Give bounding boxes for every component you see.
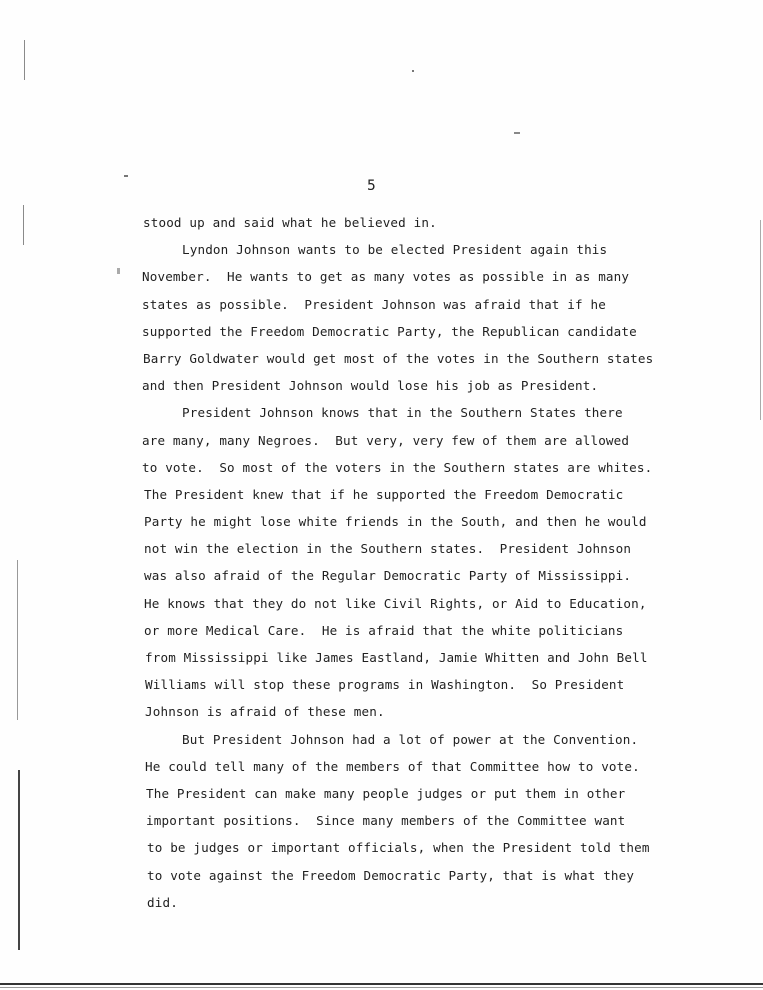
text-line: was also afraid of the Regular Democratic Party of Mississippi.: [144, 568, 632, 584]
text-line: did.: [147, 894, 178, 910]
scan-bottom-rule-thin: [0, 987, 763, 988]
scan-dot-left: [124, 175, 128, 177]
text-line-paragraph-start: President Johnson knows that in the Southern States there: [182, 405, 623, 421]
text-line: supported the Freedom Democratic Party, the Republican candidate: [142, 323, 637, 339]
scan-mark-left-bottom: [18, 770, 20, 950]
text-line: states as possible. President Johnson was afraid that if he: [142, 296, 606, 312]
text-line: November. He wants to get as many votes as possible in as many: [142, 269, 630, 285]
text-line: He knows that they do not like Civil Rights, or Aid to Education,: [144, 595, 647, 611]
scan-mark-right: [760, 220, 761, 420]
scan-mark-left-top: [24, 40, 25, 80]
scan-dot-left-2: [117, 268, 120, 274]
text-line: or more Medical Care. He is afraid that the white politicians: [144, 622, 624, 638]
text-line: to vote against the Freedom Democratic Party, that is what they: [147, 867, 635, 883]
text-line: not win the election in the Southern states. President Johnson: [144, 541, 632, 557]
scan-dot-top-right: [514, 132, 520, 134]
text-line: important positions. Since many members of the Committee want: [146, 813, 626, 829]
scan-mark-left-low: [17, 560, 18, 720]
text-line-paragraph-start: But President Johnson had a lot of power at the Convention.: [182, 731, 639, 747]
text-line: The President knew that if he supported the Freedom Democratic: [144, 486, 624, 502]
text-line: to vote. So most of the voters in the Southern states are whites.: [142, 459, 653, 475]
text-line: Party he might lose white friends in the South, and then he would: [144, 514, 647, 530]
text-line-paragraph-start: Lyndon Johnson wants to be elected President again this: [182, 242, 608, 258]
text-line: He could tell many of the members of that Committee how to vote.: [145, 758, 640, 774]
scan-dot-top: [412, 70, 414, 72]
scan-mark-left-mid: [23, 205, 24, 245]
text-line: to be judges or important officials, when the President told them: [147, 840, 650, 856]
text-line: stood up and said what he believed in.: [143, 215, 437, 230]
text-line: Barry Goldwater would get most of the votes in the Southern states: [143, 350, 654, 366]
scan-bottom-rule: [0, 983, 763, 985]
text-line: are many, many Negroes. But very, very few of them are allowed: [142, 432, 630, 448]
body-text: [142, 209, 702, 916]
text-line: Williams will stop these programs in Washington. So President: [145, 677, 625, 693]
text-line: and then President Johnson would lose his job as President.: [142, 378, 599, 394]
text-line: Johnson is afraid of these men.: [145, 704, 385, 720]
page-number: 5: [367, 178, 376, 194]
text-line: from Mississippi like James Eastland, Jamie Whitten and John Bell: [145, 650, 648, 665]
text-line: The President can make many people judges or put them in other: [146, 785, 626, 801]
